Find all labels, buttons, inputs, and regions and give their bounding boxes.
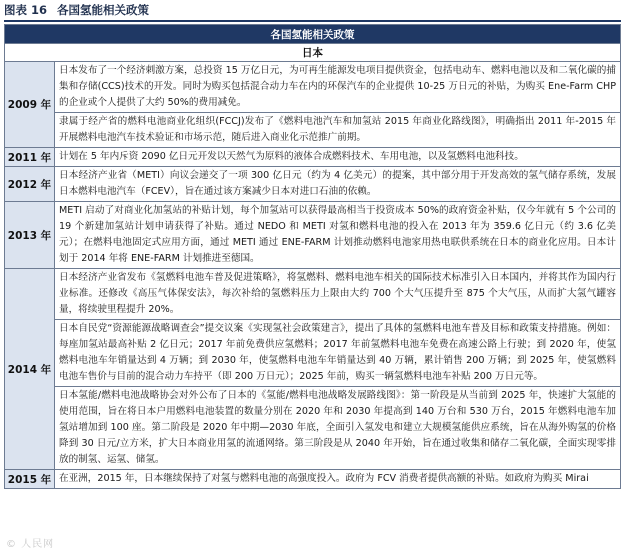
watermark: © 人民网 <box>6 539 55 550</box>
country-row <box>5 44 621 62</box>
title-rule <box>4 20 621 22</box>
year-cell: 2009 年 <box>5 62 55 148</box>
policy-table <box>4 24 621 489</box>
year-cell: 2011 年 <box>5 148 55 167</box>
policy-text: 日本自民党“资源能源战略调查会”提交议案《实现氢社会政策建言》，提出了具体的氢燃料电池车普及目标和政策支持措施。例如：每座加氢站最高补贴 2 亿日元；2017 年前免费供应氢燃料；2017 年前氢燃料电池车免费在高速公路上行驶；到 2020 年，使氢燃料电池车年销量达到 4 万辆；到 2030 年，使氢燃料电池车年销量达到 40 万辆，累计销售 200 万辆；到 2025 年，使氢燃料电池车售价与目前的混合动力车持平（即 200 万日元）；2025 年前，购买一辆氢燃料电池车补贴 200 万日元等。 <box>55 320 621 387</box>
figure-number: 16 <box>31 3 48 17</box>
table-row <box>5 470 621 489</box>
policy-text: 在亚洲，2015 年，日本继续保持了对氢与燃料电池的高强度投入。政府为 FCV 消费者提供高额的补贴。如政府为购买 Mirai <box>55 470 621 489</box>
policy-text: 日本发布了一个经济刺激方案，总投资 15 万亿日元，为可再生能源发电项目提供资金，包括电动车、燃料电池以及和二氧化碳的捕集和存储(CCS)技术的开发。同时为购买包括混合动力车在内的环保汽车的企业提供 10-25 万日元的补贴，为购买 Ene-Farm CHP 的企业或个人提供了大约 50%的费用减免。 <box>55 62 621 113</box>
table-row <box>5 202 621 269</box>
table-row <box>5 320 621 387</box>
year-cell: 2012 年 <box>5 167 55 202</box>
table-header: 各国氢能相关政策 <box>5 25 621 44</box>
policy-text: 隶属于经产省的燃料电池商业化组织(FCCJ)发布了《燃料电池汽车和加氢站 2015 年商业化路线图》，明确指出 2011 年-2015 年开展燃料电池汽车技术验证和市场示范，随后进入商业化示范推广前期。 <box>55 113 621 148</box>
table-row <box>5 167 621 202</box>
figure-caption: 各国氢能相关政策 <box>57 3 150 17</box>
policy-text: 日本氢能/燃料电池战略协会对外公布了日本的《氢能/燃料电池战略发展路线图》：第一阶段是从当前到 2025 年，快速扩大氢能的使用范围，旨在将日本户用燃料电池装置的数量分别在 2020 年和 2030 年提高到 140 万台和 530 万台，2015 年燃料电池车加氢站增加到 100 座。第二阶段是 2020 年中期—2030 年底，全面引入氢发电和建立大规模氢能供应系统，旨在从海外购氢的价格降到 30 日元/立方米，扩大日本商业用氢的流通网络。第三阶段是从 2040 年开始，旨在通过收集和储存二氧化碳，全面实现零排放的制氢、运氢、储氢。 <box>55 387 621 470</box>
figure-title <box>0 0 625 20</box>
table-header-row <box>5 25 621 44</box>
policy-text: 日本经济产业省（METI）向议会递交了一项 300 亿日元（约为 4 亿美元）的提案，其中部分用于开发高效的氢气储存系统，发展日本燃料电池汽车（FCEV），旨在通过该方案减少日本对进口石油的依赖。 <box>55 167 621 202</box>
table-row <box>5 62 621 113</box>
country-label: 日本 <box>5 44 621 62</box>
figure-label: 图表 <box>4 3 27 17</box>
year-cell: 2013 年 <box>5 202 55 269</box>
table-row <box>5 148 621 167</box>
policy-text: 日本经济产业省发布《氢燃料电池车普及促进策略》，将氢燃料、燃料电池车相关的国际技术标准引入日本国内，并将其作为国内行业标准。还修改《高压气体保安法》，每次补给的氢燃料压力上限由大约 700 个大气压提升至 875 个大气压，从而扩大氢气罐容量，将续驶里程提升 20%。 <box>55 269 621 320</box>
year-cell: 2015 年 <box>5 470 55 489</box>
table-row <box>5 387 621 470</box>
table-row <box>5 269 621 320</box>
policy-text: METI 启动了对商业化加氢站的补贴计划，每个加氢站可以获得最高相当于投资成本 50%的政府资金补贴，仅今年就有 5 个公司的 19 个新建加氢站计划申请获得了补贴。通过 NEDO 和 METI 对氢和燃料电池的投入在 2013 年为 359.6 亿日元（约 3.6 亿美元）；在燃料电池固定式应用方面，通过 METI 通过 ENE-FARM 计划推动燃料电池家用热电联供系统在日本的商业化应用。日本计划于 2014 年将 ENE-FARM 计划推进至德国。 <box>55 202 621 269</box>
year-cell: 2014 年 <box>5 269 55 470</box>
policy-text: 计划在 5 年内斥资 2090 亿日元开发以天然气为原料的液体合成燃料技术、车用电池，以及氢燃料电池科技。 <box>55 148 621 167</box>
table-row <box>5 113 621 148</box>
